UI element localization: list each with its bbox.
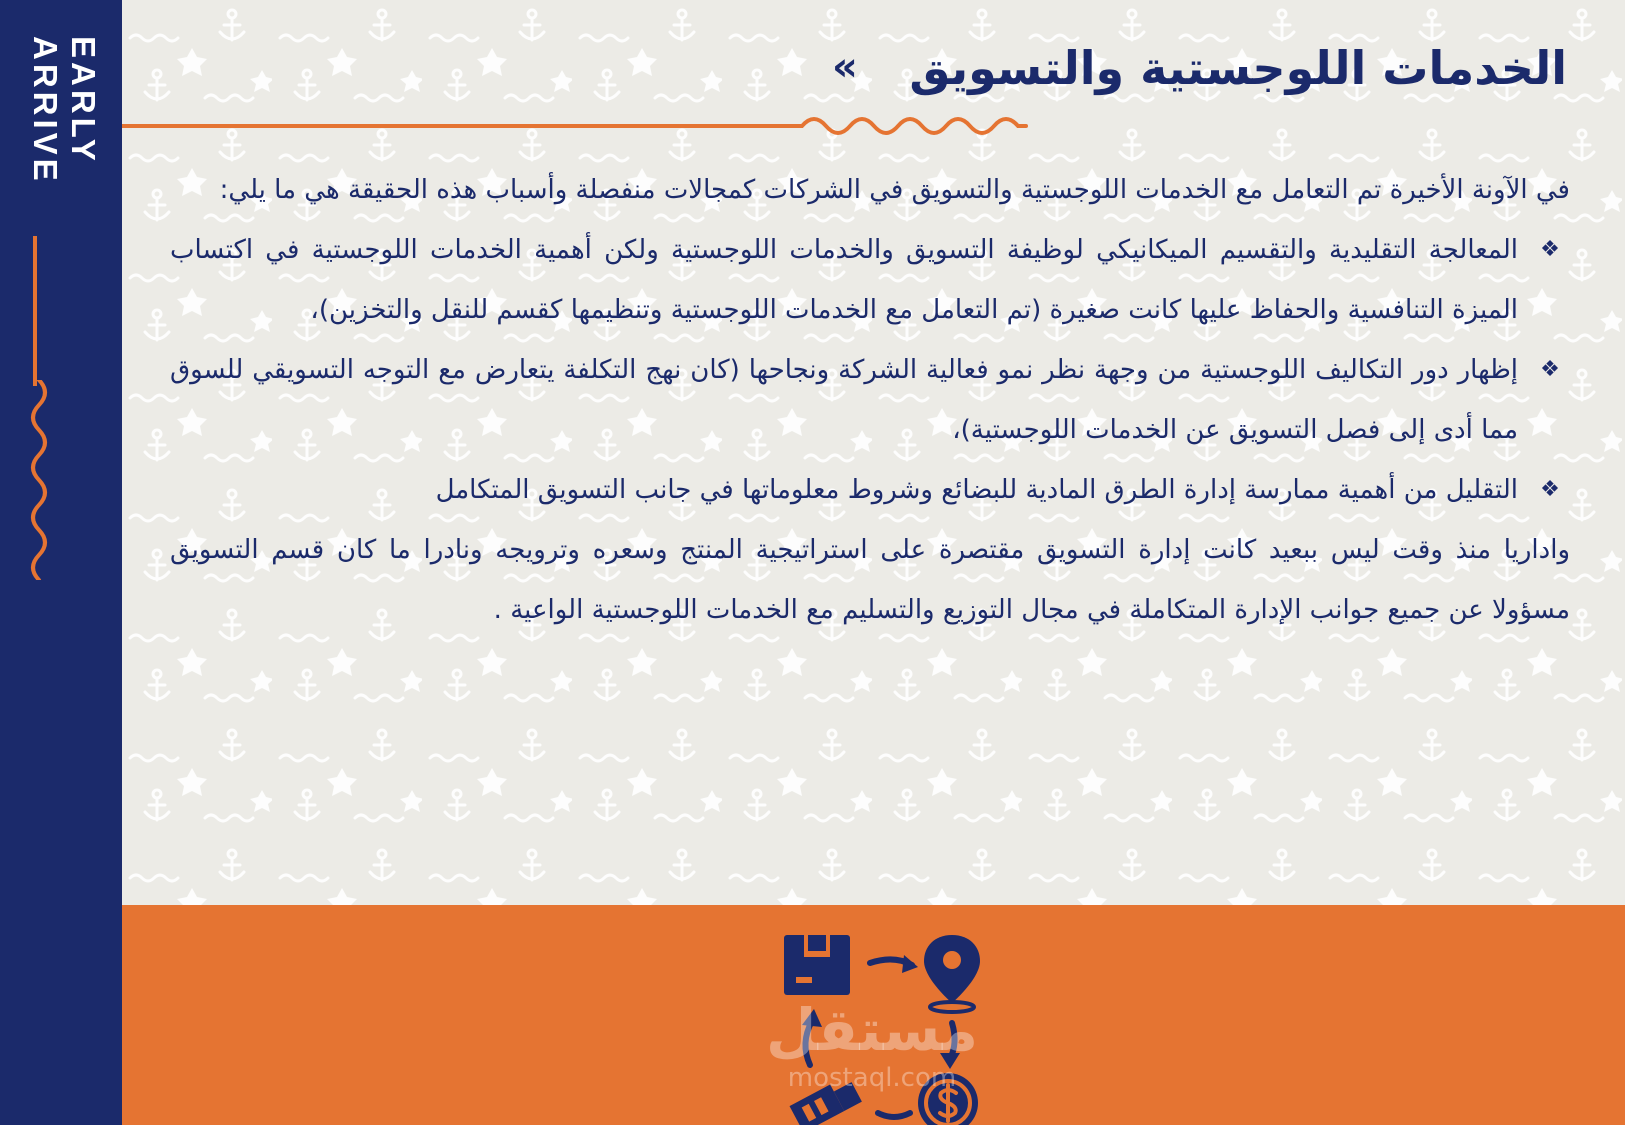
watermark-arabic: مستقل xyxy=(765,996,979,1064)
intro-paragraph: في الآونة الأخيرة تم التعامل مع الخدمات اللوجستية والتسويق في الشركات كمجالات منفصلة وأسباب هذه الحقيقة هي ما يلي: xyxy=(219,175,1570,205)
title-underline-wave xyxy=(122,108,1122,148)
bullet-item-1 xyxy=(170,220,1570,340)
bullet-item-2 xyxy=(170,340,1570,460)
footer-band xyxy=(122,905,1625,1125)
title-quote-mark: « xyxy=(832,44,858,90)
sidebar xyxy=(0,0,122,1125)
bullet-text-2: إظهار دور التكاليف اللوجستية من وجهة نظر نمو فعالية الشركة ونجاحها (كان نهج التكلفة يتعارض مع التوجه التسويقي للسوق مما أدى إلى فصل التسويق عن الخدمات اللوجستية)، xyxy=(170,355,1518,445)
article-body xyxy=(170,160,1570,640)
sidebar-accent-line xyxy=(33,236,37,386)
diamond-bullet-icon: ❖ xyxy=(1540,237,1560,262)
watermark xyxy=(702,995,1042,1091)
bullet-item-3 xyxy=(170,460,1570,520)
main-content xyxy=(122,0,1625,905)
bullet-text-1: المعالجة التقليدية والتقسيم الميكانيكي لوظيفة التسويق والخدمات اللوجستية ولكن أهمية الخدمات اللوجستية في اكتساب الميزة التنافسية والحفاظ عليها كانت صغيرة (تم التعامل مع الخدمات اللوجستية وتنظيمها كقسم للنقل والتخزين)، xyxy=(170,235,1518,325)
watermark-latin: mostaql.com xyxy=(787,1063,957,1093)
brand-line-2: ARRIVE xyxy=(27,36,64,185)
brand-line-1: EARLY xyxy=(65,36,102,165)
brand-text xyxy=(20,36,102,236)
package-icon xyxy=(784,935,850,995)
diamond-bullet-icon: ❖ xyxy=(1540,477,1560,502)
closing-paragraph: واداريا منذ وقت ليس ببعيد كانت إدارة التسويق مقتصرة على استراتيجية المنتج وسعره وترويجه ونادرا ما كان قسم التسويق مسؤولا عن جميع جوانب الإدارة المتكاملة في مجال التوزيع والتسليم مع الخدمات اللوجستية الواعية . xyxy=(170,535,1570,625)
bullet-list xyxy=(170,220,1570,520)
diamond-bullet-icon: ❖ xyxy=(1540,357,1560,382)
sidebar-wave-decoration xyxy=(24,380,54,580)
page-title: الخدمات اللوجستية والتسويق xyxy=(909,41,1567,95)
brand-logo xyxy=(20,36,102,236)
bullet-text-3: التقليل من أهمية ممارسة إدارة الطرق المادية للبضائع وشروط معلوماتها في جانب التسويق المتكامل xyxy=(435,475,1518,505)
